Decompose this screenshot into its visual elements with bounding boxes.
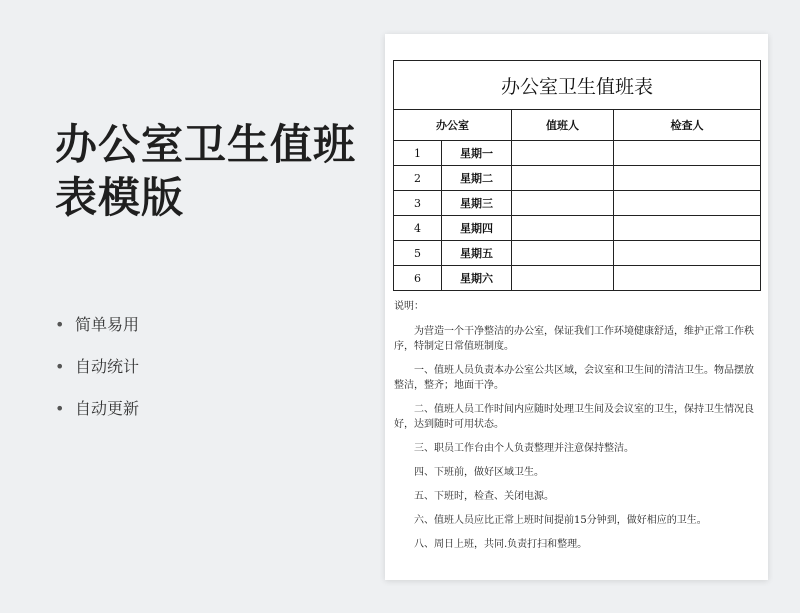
- note-paragraph: 三、职员工作台由个人负责整理并注意保持整洁。: [414, 443, 634, 454]
- header-inspector: 检查人: [614, 110, 761, 141]
- document-sheet: [385, 34, 768, 580]
- note-paragraph: 四、下班前，做好区域卫生。: [414, 467, 544, 478]
- row-number: 3: [394, 191, 442, 216]
- feature-item: [55, 396, 139, 438]
- feature-item: [55, 354, 139, 396]
- sheet-title: 办公室卫生值班表: [394, 61, 761, 110]
- row-day: 星期五: [442, 241, 512, 266]
- feature-item: [55, 312, 139, 354]
- bullet-icon: •: [55, 399, 65, 418]
- inspector-cell[interactable]: [614, 241, 761, 266]
- duty-person-cell[interactable]: [512, 266, 614, 291]
- note-paragraph: 八、周日上班，共同.负责打扫和整理。: [414, 539, 588, 550]
- row-number: 1: [394, 141, 442, 166]
- row-day: 星期一: [442, 141, 512, 166]
- header-duty-person: 值班人: [512, 110, 614, 141]
- feature-label: 简单易用: [75, 315, 140, 334]
- duty-person-cell[interactable]: [512, 191, 614, 216]
- notes-section: [394, 299, 754, 561]
- note-paragraph: 一、值班人员负责本办公室公共区域，会议室和卫生间的清洁卫生。物品摆放整洁，整齐；地面干净。: [394, 365, 754, 391]
- table-row: [394, 241, 761, 266]
- row-day: 星期三: [442, 191, 512, 216]
- feature-label: 自动统计: [75, 357, 140, 376]
- duty-person-cell[interactable]: [512, 166, 614, 191]
- header-office: 办公室: [394, 110, 512, 141]
- duty-table: [393, 60, 761, 291]
- notes-label: 说明：: [394, 301, 424, 312]
- table-row: [394, 216, 761, 241]
- bullet-icon: •: [55, 315, 65, 334]
- duty-person-cell[interactable]: [512, 141, 614, 166]
- table-row: [394, 141, 761, 166]
- inspector-cell[interactable]: [614, 191, 761, 216]
- row-number: 6: [394, 266, 442, 291]
- note-paragraph: 为营造一个干净整洁的办公室，保证我们工作环境健康舒适，维护正常工作秩序，特制定日常值班制度。: [394, 326, 754, 352]
- row-day: 星期四: [442, 216, 512, 241]
- note-paragraph: 二、值班人员工作时间内应随时处理卫生间及会议室的卫生，保持卫生情况良好，达到随时可用状态。: [394, 404, 754, 430]
- bullet-icon: •: [55, 357, 65, 376]
- feature-list: [55, 312, 139, 438]
- row-number: 2: [394, 166, 442, 191]
- row-number: 5: [394, 241, 442, 266]
- promo-title: 办公室卫生值班表模版: [55, 120, 357, 222]
- feature-label: 自动更新: [75, 399, 140, 418]
- table-row: [394, 191, 761, 216]
- row-number: 4: [394, 216, 442, 241]
- inspector-cell[interactable]: [614, 166, 761, 191]
- inspector-cell[interactable]: [614, 141, 761, 166]
- duty-person-cell[interactable]: [512, 241, 614, 266]
- row-day: 星期六: [442, 266, 512, 291]
- table-row: [394, 266, 761, 291]
- duty-person-cell[interactable]: [512, 216, 614, 241]
- note-paragraph: 五、下班时，检查、关闭电源。: [414, 491, 554, 502]
- row-day: 星期二: [442, 166, 512, 191]
- inspector-cell[interactable]: [614, 216, 761, 241]
- note-paragraph: 六、值班人员应比正常上班时间提前15分钟到，做好相应的卫生。: [414, 515, 707, 526]
- table-row: [394, 166, 761, 191]
- inspector-cell[interactable]: [614, 266, 761, 291]
